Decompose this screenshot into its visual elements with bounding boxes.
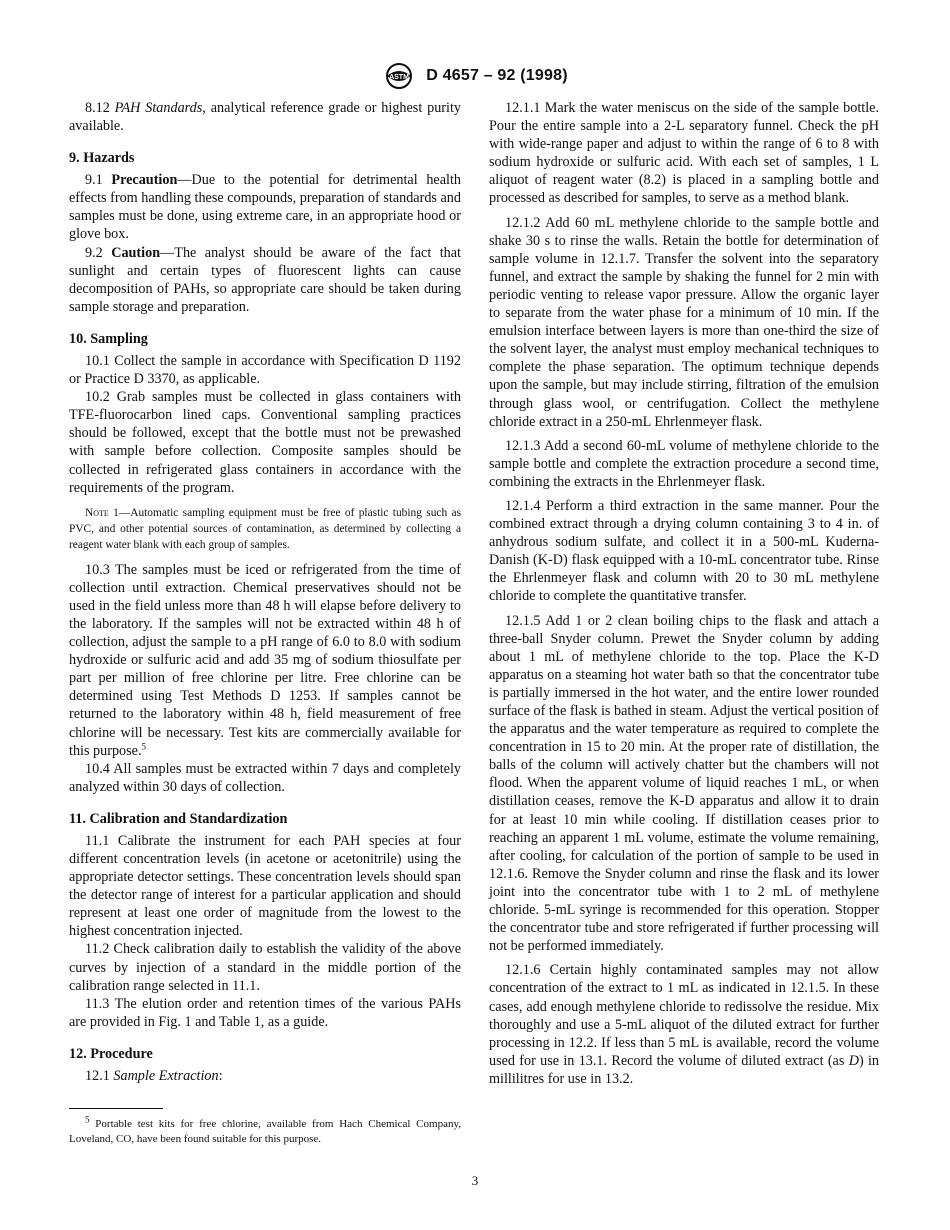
heading-hazards: 9. Hazards [69,150,135,167]
paragraph-11-2: 11.2 Check calibration daily to establish the validity of the above curves by injection of a standard in the middle portion of the calibration range selected in 11.1. [69,941,461,994]
paragraph-12-1-4: 12.1.4 Perform a third extraction in the same manner. Pour the combined extract through a drying column containing 3 to 4 in. of anhydrous sodium sulfate, and collect it in a 500-mL Kuderna-Danish (K-D) flask equipped with a 10-mL concentrator tube. Rinse the Ehrlenmeyer flask and column with 20 to 30 mL methylene chloride to complete the quantitative transfer. [489,497,879,605]
paragraph-12-1-2: 12.1.2 Add 60 mL methylene chloride to the sample bottle and shake 30 s to rinse the walls. Retain the bottle for determination of sample volume in 12.1.7. Transfer the solvent into the separatory funnel, and extract the sample by shaking the funnel for 2 min with periodic venting to release vapor pressure. Allow the organic layer to separate from the water phase for a minimum of 10 min. If the emulsion interface between layers is more than one-third the size of the solvent layer, the analyst must employ mechanical techniques to complete the phase separation. The optimum technique depends upon the sample, but may include stirring, filtration of the emulsion through glass wool, or centrifugation. Collect the methylene chloride extract in a 250-mL Ehrlenmeyer flask. [489,214,879,430]
paragraph-10-2: 10.2 Grab samples must be collected in glass containers with TFE-fluorocarbon lined caps. Conventional sampling practices should be followed, except that the bottle must not be prewashed with sample before collection. Composite samples should be collected in refrigerated glass containers in accordance with the requirements of the program. [69,389,461,496]
page-header [0,62,950,90]
paragraph-12-1: 12.1 Sample Extraction: [85,1067,223,1084]
document-designation: D 4657 – 92 (1998) [426,67,568,84]
footnote-divider [69,1108,163,1109]
heading-sampling: 10. Sampling [69,330,148,347]
page-number: 3 [471,1173,479,1188]
paragraph-12-1-3: 12.1.3 Add a second 60-mL volume of methylene chloride to the sample bottle and complete the extraction procedure a second time, combining the extracts in the Ehrlenmeyer flask. [489,437,879,490]
paragraph-8-12: 8.12 PAH Standards, analytical reference grade or highest purity available. [69,100,461,135]
astm-logo-icon [382,62,416,90]
note-1: Note 1—Automatic sampling equipment must be free of plastic tubing such as PVC, and other potential sources of contamination, as determined by collecting a reagent water blank with each group of samples. [69,506,461,551]
astm-logo-text: ASTM [389,74,410,81]
paragraph-11-1: 11.1 Calibrate the instrument for each PAH species at four different concentration levels (in acetone or acetonitrile) using the appropriate detector settings. These concentration levels should span the detector range of interest for a particular application and should represent at least one order of magnitude from the lowest to the highest concentration injected. [69,832,461,940]
paragraph-9-1: 9.1 Precaution—Due to the potential for detrimental health effects from handling these compounds, preparation of standards and samples must be done, using extreme care, in an appropriate hood or glove box. [69,172,461,243]
paragraph-11-3: 11.3 The elution order and retention times of the various PAHs are provided in Fig. 1 and Table 1, as a guide. [69,995,461,1030]
paragraph-10-1: 10.1 Collect the sample in accordance with Specification D 1192 or Practice D 3370, as applicable. [69,352,461,388]
footnote-ref-5: 5 [141,740,147,751]
paragraph-12-1-1: 12.1.1 Mark the water meniscus on the side of the sample bottle. Pour the entire sample into a 2-L separatory funnel. Check the pH with wide-range paper and adjust to within the range of 6 to 8 with sodium hydroxide or sulfuric acid. With each set of samples, 1 L aliquot of reagent water (8.2) is placed in a sampling bottle and processed as described for samples, to serve as a method blank. [489,100,879,207]
footnote-5: $^5$ Portable test kits for free chlorine, available from Hach Chemical Company, Loveland, CO, have been found suitable for this purpose. [69,1114,461,1145]
paragraph-12-1-6: 12.1.6 Certain highly contaminated samples may not allow concentration of the extract to 1 mL as indicated in 12.1.5. In these cases, add enough methylene chloride to redissolve the residue. Mix thoroughly and use a 5-mL aliquot of the diluted extract for further processing in 12.2. If less than 5 mL is available, record the volume used for use in 13.1. Record the volume of diluted extract (as D) in millilitres for use in 13.2. [489,962,879,1087]
paragraph-10-4: 10.4 All samples must be extracted within 7 days and completely analyzed within 30 days of collection. [69,760,461,795]
heading-calibration: 11. Calibration and Standardization [69,810,288,827]
heading-procedure: 12. Procedure [69,1045,153,1062]
right-column [489,99,879,1088]
left-column [69,99,461,1085]
paragraph-10-3: 10.3 The samples must be iced or refrigerated from the time of collection until extraction. Chemical preservatives should not be used in the field unless more than 48 h will elapse before delivery to the laboratory. If the samples will not be extracted within 48 h of collection, adjust the sample to a pH range of 6.0 to 8.0 with sodium hydroxide or sulfuric acid and add 35 mg of sodium thiosulfate per part per million of free chlorine per litre. Free chlorine can be determined using Test Methods D 1253. If samples cannot be returned to the laboratory within 48 h, field measurement of free chlorine will be necessary. Test kits are commercially available for this purpose.$^5$ [69,561,461,759]
paragraph-9-2: 9.2 Caution—The analyst should be aware of the fact that sunlight and certain types of fluorescent lights can cause decomposition of PAHs, so appropriate care should be taken during sample storage and preparation. [69,244,461,315]
paragraph-12-1-5: 12.1.5 Add 1 or 2 clean boiling chips to the flask and attach a three-ball Snyder column. Prewet the Snyder column by adding about 1 mL of methylene chloride to the top. Place the K-D apparatus on a steaming hot water bath so that the concentrator tube is partially immersed in the hot water, and the entire lower rounded surface of the flask is bathed in steam. Adjust the vertical position of the apparatus and the water temperature as required to complete the concentration in 15 to 20 min. At the proper rate of distillation, the balls of the column will actively chatter but the chambers will not flood. When the apparent volume of liquid reaches 1 mL, or when distillation ceases, remove the K-D apparatus and allow it to drain for at least 10 min while cooling. If distillation ceases prior to reaching an apparent 1 mL volume, estimate the volume remaining, after cooling, for calculation of the portion of sample to be used in 12.1.6. Remove the Snyder column and rinse the flask and its lower joint into the concentrator tube with 1 to 2 mL of methylene chloride. 5-mL syringe is recommended for this operation. Stopper the concentrator tube and store refrigerated if further processing will not be performed immediately. [489,612,879,955]
